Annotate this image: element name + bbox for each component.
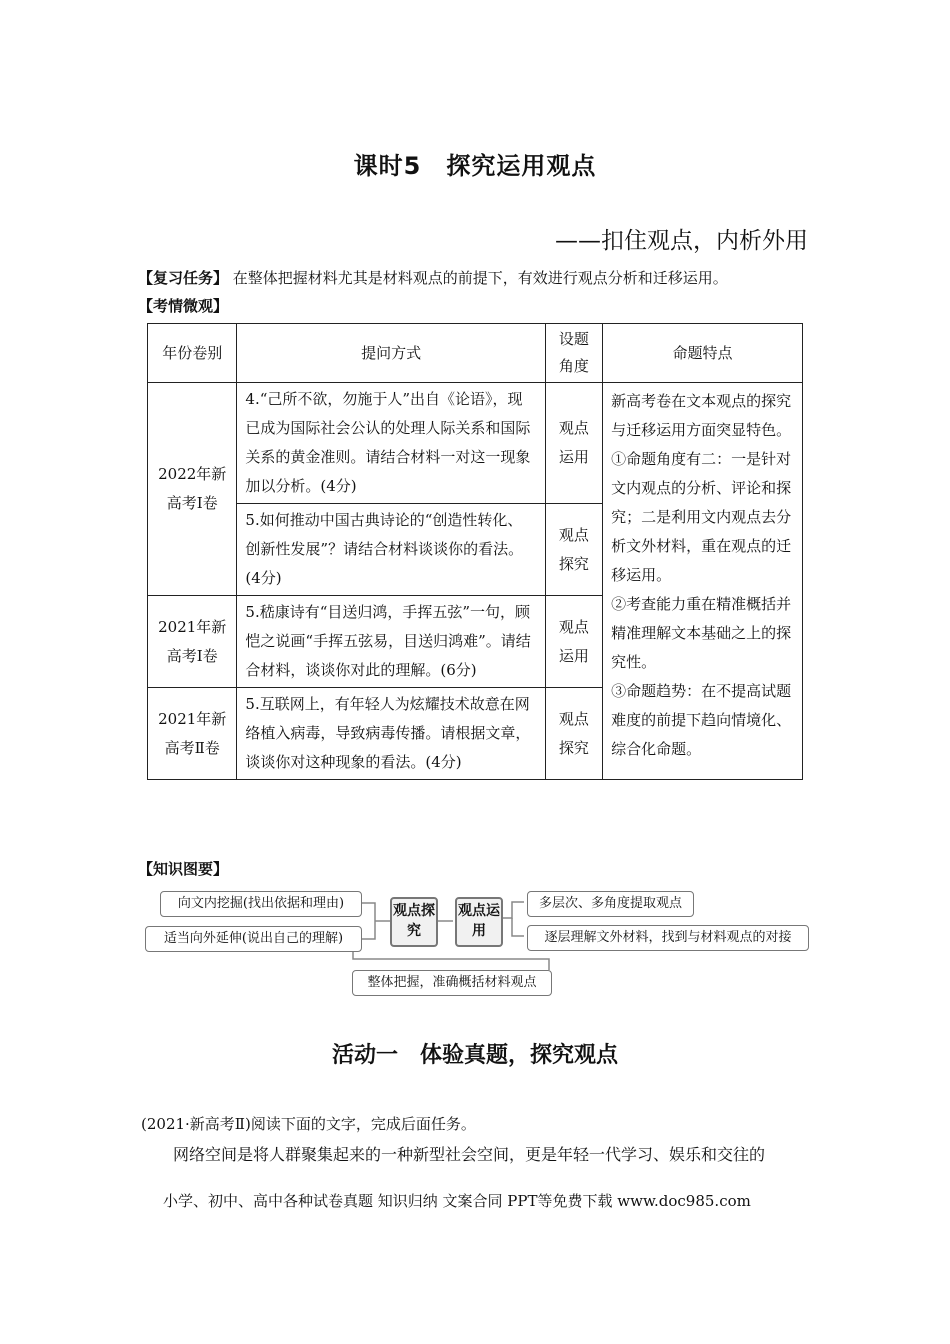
page-subtitle: ——扣住观点，内析外用 [555, 228, 808, 254]
year-cell: 2022年新高考Ⅰ卷 [148, 383, 237, 596]
angle-cell: 观点运用 [545, 596, 602, 688]
header-angle: 设题角度 [545, 324, 602, 383]
body-paragraph: 网络空间是将人群聚集起来的一种新型社会空间，更是年轻一代学习、娱乐和交往的 [173, 1145, 766, 1164]
mindmap-left-item: 适当向外延伸(说出自己的理解) [145, 926, 362, 952]
header-question: 提问方式 [237, 324, 545, 383]
page-footer: 小学、初中、高中各种试卷真题 知识归纳 文案合同 PPT等免费下载 www.doc985.com [163, 1192, 751, 1210]
feature-line: ②考查能力重在精准概括并精准理解文本基础之上的探究性。 [611, 595, 792, 671]
page-title: 课时5 探究运用观点 [353, 152, 597, 180]
question-cell: 5.如何推动中国古典诗论的“创造性转化、创新性发展”？请结合材料谈谈你的看法。(4分) [237, 504, 545, 596]
table-header-row [148, 324, 803, 383]
review-task-text: 在整体把握材料尤其是材料观点的前提下，有效进行观点分析和迁移运用。 [232, 269, 728, 287]
mindmap-center-apply: 观点运用 [455, 897, 503, 947]
angle-cell: 观点探究 [545, 688, 602, 780]
question-cell: 4.“己所不欲，勿施于人”出自《论语》，现已成为国际社会公认的处理人际关系和国际关系的黄金准则。请结合材料一对这一现象加以分析。(4分) [237, 383, 545, 504]
review-task [138, 267, 818, 289]
angle-cell: 观点运用 [545, 383, 602, 504]
mindmap-right-item: 多层次、多角度提取观点 [527, 891, 694, 917]
year-cell: 2021年新高考Ⅱ卷 [148, 688, 237, 780]
source-line: (2021·新高考Ⅱ)阅读下面的文字，完成后面任务。 [141, 1115, 476, 1133]
mindmap-right-item: 逐层理解文外材料，找到与材料观点的对接 [527, 925, 809, 951]
mindmap-left-item: 向文内挖掘(找出依据和理由) [160, 891, 362, 917]
feature-line: ①命题角度有二：一是针对文内观点的分析、评论和探究；二是利用文内观点去分析文外材料，重在观点的迁移运用。 [611, 450, 792, 584]
activity-title: 活动一 体验真题，探究观点 [331, 1043, 618, 1068]
header-features: 命题特点 [603, 324, 803, 383]
angle-cell: 观点探究 [545, 504, 602, 596]
feature-line: ③命题趋势：在不提高试题难度的前提下趋向情境化、综合化命题。 [611, 682, 792, 758]
knowledge-label: 【知识图要】 [138, 860, 229, 878]
header-year: 年份卷别 [148, 324, 237, 383]
mindmap-center-explore: 观点探究 [390, 897, 438, 947]
review-task-label: 【复习任务】 [138, 269, 229, 287]
exam-label: 【考情微观】 [138, 297, 229, 315]
table-row [148, 383, 803, 504]
features-cell [603, 383, 803, 780]
question-cell: 5.嵇康诗有“目送归鸿，手挥五弦”一句，顾恺之说画“手挥五弦易，目送归鸿难”。请结合材料，谈谈你对此的理解。(6分) [237, 596, 545, 688]
feature-line: 新高考卷在文本观点的探究与迁移运用方面突显特色。 [611, 392, 792, 439]
exam-table [147, 323, 803, 780]
question-cell: 5.互联网上，有年轻人为炫耀技术故意在网络植入病毒，导致病毒传播。请根据文章，谈谈你对这种现象的看法。(4分) [237, 688, 545, 780]
year-cell: 2021年新高考Ⅰ卷 [148, 596, 237, 688]
mindmap-bottom-item: 整体把握，准确概括材料观点 [352, 970, 552, 996]
